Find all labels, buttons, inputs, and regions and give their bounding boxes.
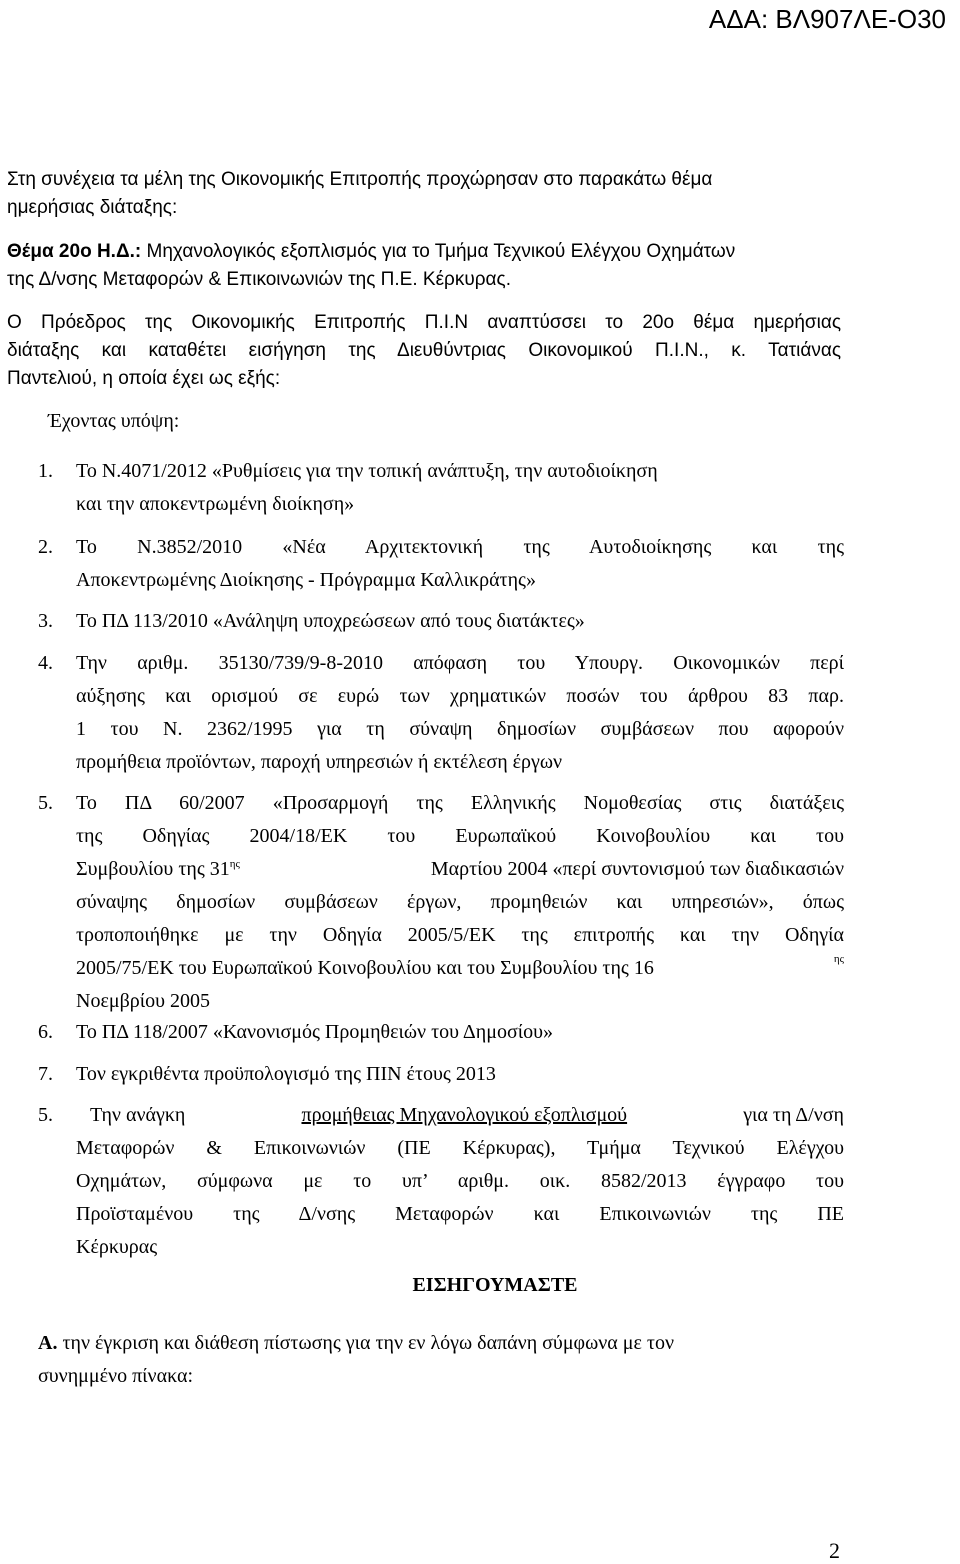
- list-item-number: 2.: [38, 536, 53, 558]
- list-item-line: τροποποιήθηκε με την Οδηγία 2005/5/ΕΚ της επιτροπής και την Οδηγία: [76, 924, 844, 946]
- list-item-number: 7.: [38, 1063, 53, 1085]
- list-item-line: της Οδηγίας 2004/18/ΕΚ του Ευρωπαϊκού Κοινοβουλίου και του: [76, 825, 844, 847]
- considering-label: Έχοντας υπόψη:: [48, 410, 180, 432]
- list-item-number: 5.: [38, 1104, 53, 1126]
- list-item-number: 1.: [38, 460, 53, 482]
- superscript: ης: [833, 953, 844, 965]
- list-item-fragment: Την ανάγκη: [90, 1104, 186, 1126]
- topic-label: Θέμα 20ο Η.Δ.:: [7, 241, 142, 262]
- intro-line-1: Στη συνέχεια τα μέλη της Οικονομικής Επιτροπής προχώρησαν στο παρακάτω θέμα: [7, 169, 713, 190]
- president-line-3: Παντελιού, η οποία έχει ως εξής:: [7, 368, 281, 389]
- list-item-line: Το ΠΔ 113/2010 «Ανάληψη υποχρεώσεων από τους διατάκτες»: [76, 610, 585, 632]
- topic-paragraph: [7, 238, 845, 294]
- superscript: ης: [229, 858, 240, 870]
- list-item-line: Τον εγκριθέντα προϋπολογισμό της ΠΙΝ έτους 2013: [76, 1063, 496, 1085]
- list-item-line: [76, 853, 844, 886]
- list-item-line: αύξησης και ορισμού σε ευρώ των χρηματικών ποσών του άρθρου 83 παρ.: [76, 685, 844, 707]
- list-item-line: Οχημάτων, σύμφωνα με το υπ’ αριθμ. οικ. 8582/2013 έγγραφο του: [76, 1170, 844, 1192]
- president-line-2: διάταξης και καταθέτει εισήγηση της Διευθύντριας Οικονομικού Π.Ι.Ν., κ. Τατιάνας: [7, 340, 841, 361]
- list-item-line: Το Ν.3852/2010 «Νέα Αρχιτεκτονική της Αυτοδιοίκησης και της: [76, 536, 844, 558]
- section-heading: ΕΙΣΗΓΟΥΜΑΣΤΕ: [412, 1274, 578, 1296]
- list-item-line: Προϊσταμένου της Δ/νσης Μεταφορών και Επικοινωνιών της ΠΕ: [76, 1203, 844, 1225]
- proposal-paragraph: [38, 1327, 848, 1393]
- list-item-line: Νοεμβρίου 2005: [76, 990, 211, 1012]
- list-item-line: Αποκεντρωμένης Διοίκησης - Πρόγραμμα Καλλικράτης»: [76, 569, 536, 591]
- list-item-line: Το ΠΔ 118/2007 «Κανονισμός Προμηθειών του Δημοσίου»: [76, 1021, 554, 1043]
- topic-line-2: της Δ/νσης Μεταφορών & Επικοινωνιών της Π.Ε. Κέρκυρας.: [7, 269, 511, 290]
- list-item-number: 3.: [38, 610, 53, 632]
- list-item-line: Κέρκυρας: [76, 1236, 158, 1258]
- list-item-line: προμήθεια προϊόντων, παροχή υπηρεσιών ή εκτέλεση έργων: [76, 751, 563, 773]
- list-item-line: [76, 952, 844, 985]
- list-item-fragment: Συμβουλίου της 31: [76, 858, 230, 880]
- president-line-1: Ο Πρόεδρος της Οικονομικής Επιτροπής Π.Ι.Ν αναπτύσσει το 20ο θέμα ημερήσιας: [7, 312, 841, 333]
- list-item-number: 5.: [38, 792, 53, 814]
- ada-code: ΑΔΑ: ΒΛ907ΛΕ-Ο30: [708, 4, 946, 34]
- list-item-line: Το ΠΔ 60/2007 «Προσαρμογή της Ελληνικής Νομοθεσίας στις διατάξεις: [76, 792, 844, 814]
- topic-line-1: [7, 238, 845, 266]
- list-item-line: Το Ν.4071/2012 «Ρυθμίσεις για την τοπική ανάπτυξη, την αυτοδιοίκηση: [76, 460, 658, 482]
- underlined-phrase: προμήθειας Μηχανολογικού εξοπλισμού: [301, 1104, 628, 1126]
- list-item-line: [76, 1099, 844, 1132]
- president-paragraph: [7, 309, 841, 393]
- page-number: 2: [829, 1538, 840, 1563]
- list-item-line: Μεταφορών & Επικοινωνιών (ΠΕ Κέρκυρας), Τμήμα Τεχνικού Ελέγχου: [76, 1137, 844, 1159]
- list-item-line: Την αριθμ. 35130/739/9-8-2010 απόφαση του Υπουργ. Οικονομικών περί: [76, 652, 844, 674]
- list-item-fragment: 2005/75/ΕΚ του Ευρωπαϊκού Κοινοβουλίου και του Συμβουλίου της 16: [76, 957, 654, 979]
- proposal-line-2: συνημμένο πίνακα:: [38, 1365, 194, 1387]
- list-item-line: 1 του Ν. 2362/1995 για τη σύναψη δημοσίων συμβάσεων που αφορούν: [76, 718, 844, 740]
- list-item-number: 6.: [38, 1021, 53, 1043]
- intro-line-2: ημερήσιας διάταξης:: [7, 197, 178, 218]
- list-item-fragment: Μαρτίου 2004 «περί συντονισμού των διαδικασιών: [430, 858, 844, 880]
- intro-paragraph: [7, 166, 845, 222]
- proposal-line-1: [38, 1327, 848, 1360]
- list-item-line: και την αποκεντρωμένη διοίκηση»: [76, 493, 355, 515]
- list-item-fragment: για τη Δ/νση: [743, 1104, 844, 1126]
- proposal-label: Α.: [38, 1332, 58, 1354]
- topic-title: Μηχανολογικός εξοπλισμός για το Τμήμα Τεχνικού Ελέγχου Οχημάτων: [141, 241, 736, 262]
- list-item-line: σύναψης δημοσίων συμβάσεων έργων, προμηθειών και υπηρεσιών», όπως: [76, 891, 844, 913]
- list-item-number: 4.: [38, 652, 53, 674]
- proposal-text: την έγκριση και διάθεση πίστωσης για την εν λόγω δαπάνη σύμφωνα με τον: [57, 1332, 674, 1354]
